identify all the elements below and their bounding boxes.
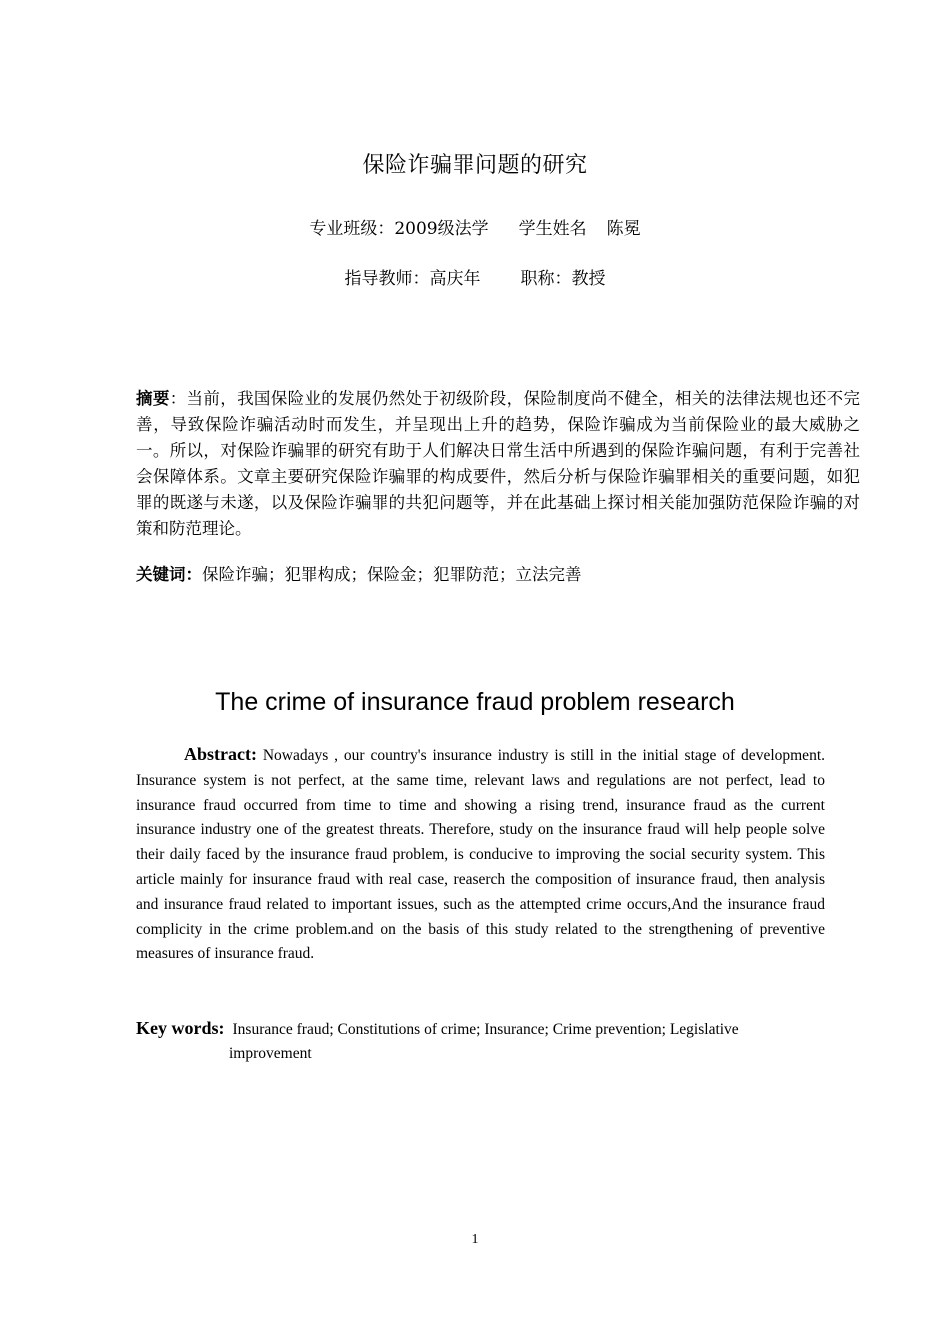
english-title: The crime of insurance fraud problem research — [215, 688, 735, 716]
chinese-title: 保险诈骗罪问题的研究 — [362, 153, 588, 178]
english-keywords-label: Key words: — [136, 1018, 225, 1038]
student-name-label: 学生姓名 — [518, 219, 587, 239]
english-keywords-line1: Insurance fraud; Constitutions of crime; Insurance; Crime prevention; Legislative — [232, 1021, 739, 1038]
english-abstract-text: Nowadays , our country's insurance industry is still in the initial stage of development. Insurance system is not perfect, at the same time, relevant laws and regulations are not perfect, lead to insurance fraud occurred from time to time and showing a rising trend, insurance fraud as the current insurance industry one of the greatest threats. Therefore, study on the insurance fraud will help people solve their daily faced by the insurance fraud problem, is conducive to improving the social security system. This article mainly for insurance fraud with real case, reaserch the composition of insurance fraud, then analysis and insurance fraud related to important issues, such as the attempted crime occurs,And the insurance fraud complicity in the crime problem.and on the basis of this study related to the strengthening of preventive measures of insurance fraud. — [136, 747, 825, 963]
student-name: 陈冕 — [606, 219, 641, 239]
chinese-keywords — [136, 562, 860, 588]
author-info-line — [0, 214, 950, 239]
advisor-rank: 职称：教授 — [520, 269, 606, 289]
chinese-keywords-label: 关键词： — [136, 565, 202, 584]
advisor: 指导教师：高庆年 — [344, 269, 481, 289]
chinese-abstract-label: 摘要 — [136, 389, 170, 408]
chinese-abstract-text: ：当前，我国保险业的发展仍然处于初级阶段，保险制度尚不健全，相关的法律法规也还不完善，导致保险诈骗活动时而发生，并呈现出上升的趋势，保险诈骗成为当前保险业的最大威胁之一。所以，对保险诈骗罪的研究有助于人们解决日常生活中所遇到的保险诈骗问题，有利于完善社会保障体系。文章主要研究保险诈骗罪的构成要件，然后分析与保险诈骗罪相关的重要问题，如犯罪的既遂与未遂，以及保险诈骗罪的共犯问题等，并在此基础上探讨相关能加强防范保险诈骗的对策和防范理论。 — [136, 389, 861, 538]
major-class: 专业班级：2009级法学 — [309, 219, 489, 239]
chinese-abstract — [136, 386, 860, 542]
page-number: 1 — [471, 1232, 479, 1247]
advisor-info-line — [0, 264, 950, 289]
english-keywords — [136, 1016, 825, 1066]
english-keywords-line2: improvement — [229, 1045, 312, 1062]
chinese-keywords-text: 保险诈骗；犯罪构成；保险金；犯罪防范；立法完善 — [202, 565, 582, 584]
english-abstract-label: Abstract: — [184, 744, 257, 764]
english-abstract — [136, 742, 825, 967]
